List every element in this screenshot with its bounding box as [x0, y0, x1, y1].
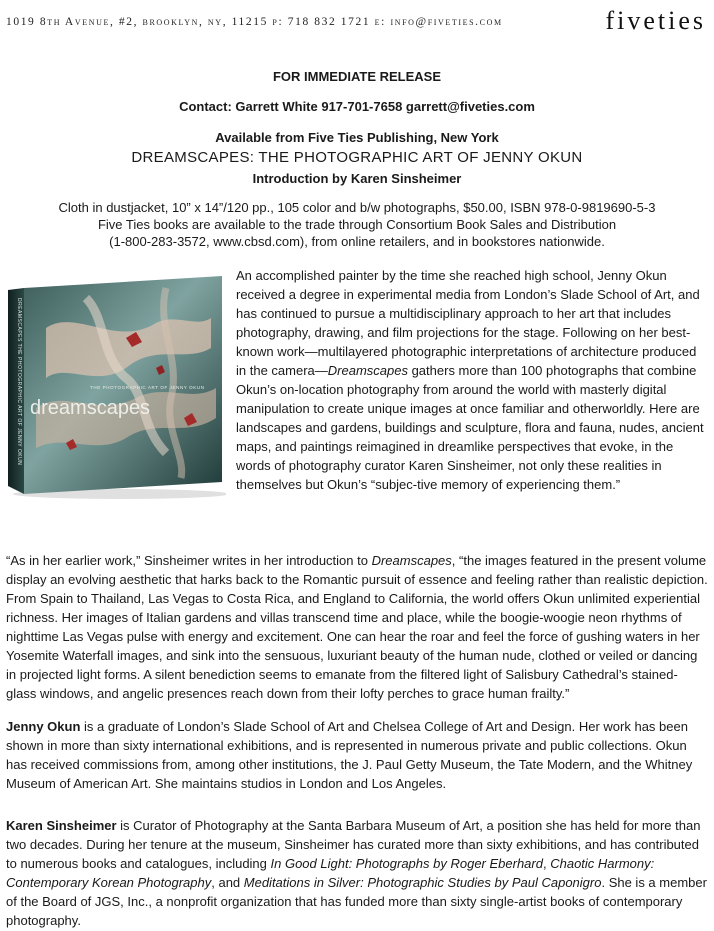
contact-line: Contact: Garrett White 917-701-7658 garrett@fiveties.com	[179, 99, 535, 114]
release-label: FOR IMMEDIATE RELEASE	[272, 69, 442, 84]
quote-book-title: Dreamscapes	[371, 553, 452, 568]
bio-sinsheimer-text-2: . She is a member of the Board of JGS, Inc., a nonprofit organization that has funded more than sixty single-artist books of contemporary photography.	[6, 875, 707, 928]
bio-book-2: Chaotic Harmony: Contemporary Korean Photography	[6, 856, 655, 890]
specs-line-3: (1-800-283-3572, www.cbsd.com), from online retailers, and in bookstores nationwide.	[109, 234, 605, 249]
bio-sinsheimer-text-1: is Curator of Photography at the Santa Barbara Museum of Art, a position she has held for more than two decades. During her tenure at the museum, Sinsheimer has curated more than sixty exhibitions, and has contributed to numerous books and catalogues, including	[6, 818, 701, 871]
bio-okun-name: Jenny Okun	[6, 719, 81, 734]
quote-text-2: , “the images featured in the present volume display an evolving aesthetic that harks back to the Romantic pursuit of essence and feeling rather than realistic depiction. From Spain to Thailand, Las Vegas to Costa Rica, and England to California, the world offers Okun unlimited experiential richness. Her images of Italian gardens and villas transcend time and place, while the boogie-woogie neon rhythms of nighttime Las Vegas pulse with energy and excitement. One can hear the roar and feel the force of gushing waters in her Yosemite Waterfall images, and sink into the sensuous, luxuriant beauty of the human nude, clothed or veiled or dancing in projected light forms. A silent benediction seems to emanate from the filtered light of Salisbury Cathedral’s stained-glass windows, and angelic presences reach down from their lofty perches to grace human frailty.”	[6, 553, 708, 701]
quote-paragraph	[6, 551, 708, 703]
intro-paragraph	[236, 266, 708, 494]
bio-okun-text: is a graduate of London’s Slade School of Art and Chelsea College of Art and Design. Her work has been shown in more than sixty international exhibitions, and is represented in numerous private and public collections. Okun has received commissions from, among other institutions, the J. Paul Getty Museum, the Tate Modern, and the Whitney Museum of American Art. She maintains studios in London and Los Angeles.	[6, 719, 693, 791]
book-title: DREAMSCAPES: THE PHOTOGRAPHIC ART OF JENNY OKUN	[131, 149, 583, 166]
bio-jenny-okun	[6, 717, 708, 793]
book-cover-image	[6, 268, 226, 500]
letterhead	[6, 6, 708, 36]
intro-text-1: An accomplished painter by the time she reached high school, Jenny Okun received a degree in experimental media from London’s Slade School of Art, and has continued to pursue a multidisciplinary approach to her art that includes photography, drawing, and film projections for the stage. Following on her best-known work—multilayered photographic interpretations of architecture produced in the camera—	[236, 268, 700, 378]
spine-text: DREAMSCAPES THE PHOTOGRAPHIC ART OF JENNY OKUN	[16, 298, 22, 466]
book-specs	[0, 199, 714, 250]
introduction-credit: Introduction by Karen Sinsheimer	[252, 171, 462, 186]
bio-separator-1: ,	[542, 856, 551, 871]
cover-subtitle: THE PHOTOGRAPHIC ART OF JENNY OKUN	[90, 385, 205, 390]
bio-karen-sinsheimer	[6, 816, 708, 930]
bio-book-3: Meditations in Silver: Photographic Studies by Paul Caponigro	[243, 875, 602, 890]
availability-line: Available from Five Ties Publishing, New York	[215, 130, 499, 145]
cover-title: dreamscapes	[30, 397, 151, 419]
specs-line-1: Cloth in dustjacket, 10” x 14”/120 pp., 105 color and b/w photographs, $50.00, ISBN 978-0-9819690-5-3	[58, 200, 656, 215]
bio-book-1: In Good Light: Photographs by Roger Eberhard	[270, 856, 543, 871]
intro-text-2: gathers more than 100 photographs that combine Okun’s on-location photography from around the world with masterly digital manipulation to create unique images at once familiar and otherworldly. Here are landscapes and gardens, buildings and sculpture, flora and fauna, nudes, ancient maps, and paintings reimagined in dreamlike perspectives that evoke, in the words of photography curator Karen Sinsheimer, not only these realities in themselves but Okun’s “subjec-tive memory of experiencing them.”	[236, 363, 704, 492]
publisher-logo: fiveties	[605, 6, 706, 35]
letterhead-address: 1019 8th Avenue, #2, brooklyn, ny, 11215 p: 718 832 1721 e: info@fiveties.com	[6, 16, 503, 28]
bio-separator-2: , and	[211, 875, 244, 890]
specs-line-2: Five Ties books are available to the trade through Consortium Book Sales and Distribution	[97, 217, 617, 232]
intro-book-title: Dreamscapes	[327, 363, 408, 378]
bio-sinsheimer-name: Karen Sinsheimer	[6, 818, 117, 833]
quote-text-1: “As in her earlier work,” Sinsheimer writes in her introduction to	[6, 553, 372, 568]
